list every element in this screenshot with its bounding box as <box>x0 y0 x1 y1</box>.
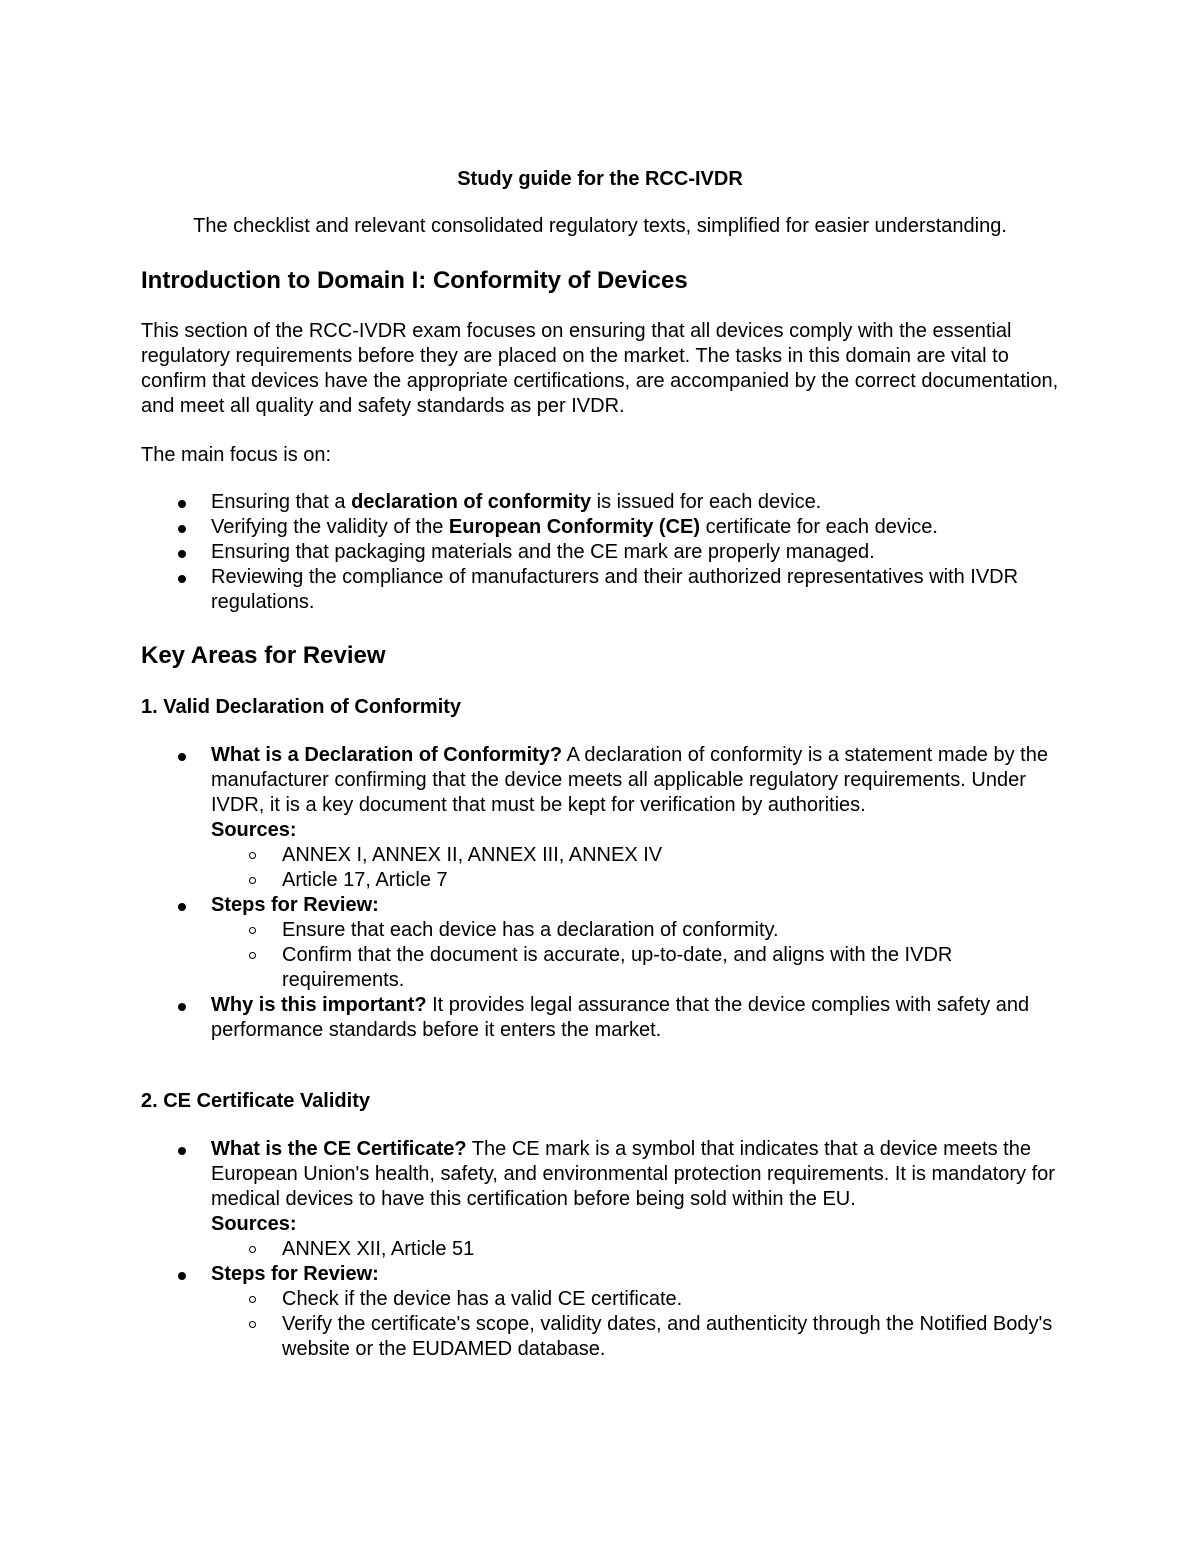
bullet-text: Ensuring that a <box>211 491 352 513</box>
list-item <box>141 993 1071 1043</box>
bullet-icon <box>178 753 186 761</box>
list-item <box>141 540 1071 565</box>
document-subtitle: The checklist and relevant consolidated regulatory texts, simplified for easier understanding. <box>193 215 1007 237</box>
bullet-icon <box>178 1272 186 1280</box>
bullet-text: Reviewing the compliance of manufacturers and their authorized representatives with IVDR regulations. <box>211 566 1019 613</box>
list-item <box>141 918 1071 943</box>
what-label: What is the CE Certificate? <box>211 1138 467 1160</box>
sources-label: Sources: <box>211 819 297 841</box>
list-item <box>141 868 1071 893</box>
what-text: A declaration of conformity is a statement made by the manufacturer confirming that the device meets all applicable regulatory requirements. Under IVDR, it is a key document that must be kept for verification by authorities. <box>211 744 1048 816</box>
source-text: Article 17, Article 7 <box>282 869 448 891</box>
step-text: Check if the device has a valid CE certificate. <box>282 1288 683 1310</box>
why-text: It provides legal assurance that the device complies with safety and performance standards before it enters the market. <box>211 994 1030 1041</box>
circle-bullet-icon <box>249 852 256 859</box>
list-item <box>141 1287 1071 1312</box>
circle-bullet-icon <box>249 1296 256 1303</box>
list-item <box>141 1237 1071 1262</box>
step-text: Confirm that the document is accurate, up-to-date, and aligns with the IVDR requirements. <box>282 944 953 991</box>
list-item <box>141 943 1071 993</box>
bullet-text: certificate for each device. <box>700 516 938 538</box>
bullet-icon <box>178 1147 186 1155</box>
steps-label: Steps for Review: <box>211 1263 379 1285</box>
intro-heading: Introduction to Domain I: Conformity of Devices <box>141 267 688 294</box>
list-item <box>141 515 1071 540</box>
list-item <box>141 743 1071 818</box>
bullet-icon <box>178 903 186 911</box>
list-item <box>141 1312 1071 1362</box>
bullet-bold: European Conformity (CE) <box>448 516 701 538</box>
why-label: Why is this important? <box>211 994 427 1016</box>
source-text: ANNEX I, ANNEX II, ANNEX III, ANNEX IV <box>282 844 663 866</box>
focus-list <box>141 490 1071 615</box>
bullet-text: Ensuring that packaging materials and the CE mark are properly managed. <box>211 541 875 563</box>
list-item <box>141 1137 1071 1212</box>
what-text: The CE mark is a symbol that indicates that a device meets the European Union's health, safety, and environmental protection requirements. It is mandatory for medical devices to have this certification before being sold within the EU. <box>211 1138 1055 1210</box>
document-title: Study guide for the RCC-IVDR <box>457 168 743 190</box>
what-label: What is a Declaration of Conformity? <box>211 744 563 766</box>
bullet-icon <box>178 575 186 583</box>
focus-label: The main focus is on: <box>141 444 332 466</box>
step-text: Verify the certificate's scope, validity dates, and authenticity through the Notified Body's website or the EUDAMED database. <box>282 1313 1053 1360</box>
steps-label: Steps for Review: <box>211 894 379 916</box>
circle-bullet-icon <box>249 1246 256 1253</box>
circle-bullet-icon <box>249 927 256 934</box>
intro-paragraph: This section of the RCC-IVDR exam focuses on ensuring that all devices comply with the essential regulatory requirements before they are placed on the market. The tasks in this domain are vital to confirm that devices have the appropriate certifications, are accompanied by the correct documentation, and meet all quality and safety standards as per IVDR. <box>141 320 1059 417</box>
bullet-icon <box>178 500 186 508</box>
section2-list <box>141 1137 1071 1362</box>
section2-heading: 2. CE Certificate Validity <box>141 1090 370 1112</box>
circle-bullet-icon <box>249 1321 256 1328</box>
key-areas-heading: Key Areas for Review <box>141 642 386 669</box>
list-item <box>141 565 1071 615</box>
bullet-icon <box>178 525 186 533</box>
circle-bullet-icon <box>249 952 256 959</box>
list-item <box>141 1262 1071 1287</box>
sources-label: Sources: <box>211 1213 297 1235</box>
bullet-icon <box>178 550 186 558</box>
section1-list <box>141 743 1071 1043</box>
list-item <box>141 893 1071 918</box>
bullet-text: is issued for each device. <box>591 491 822 513</box>
list-item <box>141 843 1071 868</box>
circle-bullet-icon <box>249 877 256 884</box>
source-text: ANNEX XII, Article 51 <box>282 1238 475 1260</box>
bullet-icon <box>178 1003 186 1011</box>
list-item <box>141 490 1071 515</box>
step-text: Ensure that each device has a declaration of conformity. <box>282 919 779 941</box>
section1-heading: 1. Valid Declaration of Conformity <box>141 696 462 718</box>
bullet-text: Verifying the validity of the <box>211 516 449 538</box>
bullet-bold: declaration of conformity <box>351 491 592 513</box>
